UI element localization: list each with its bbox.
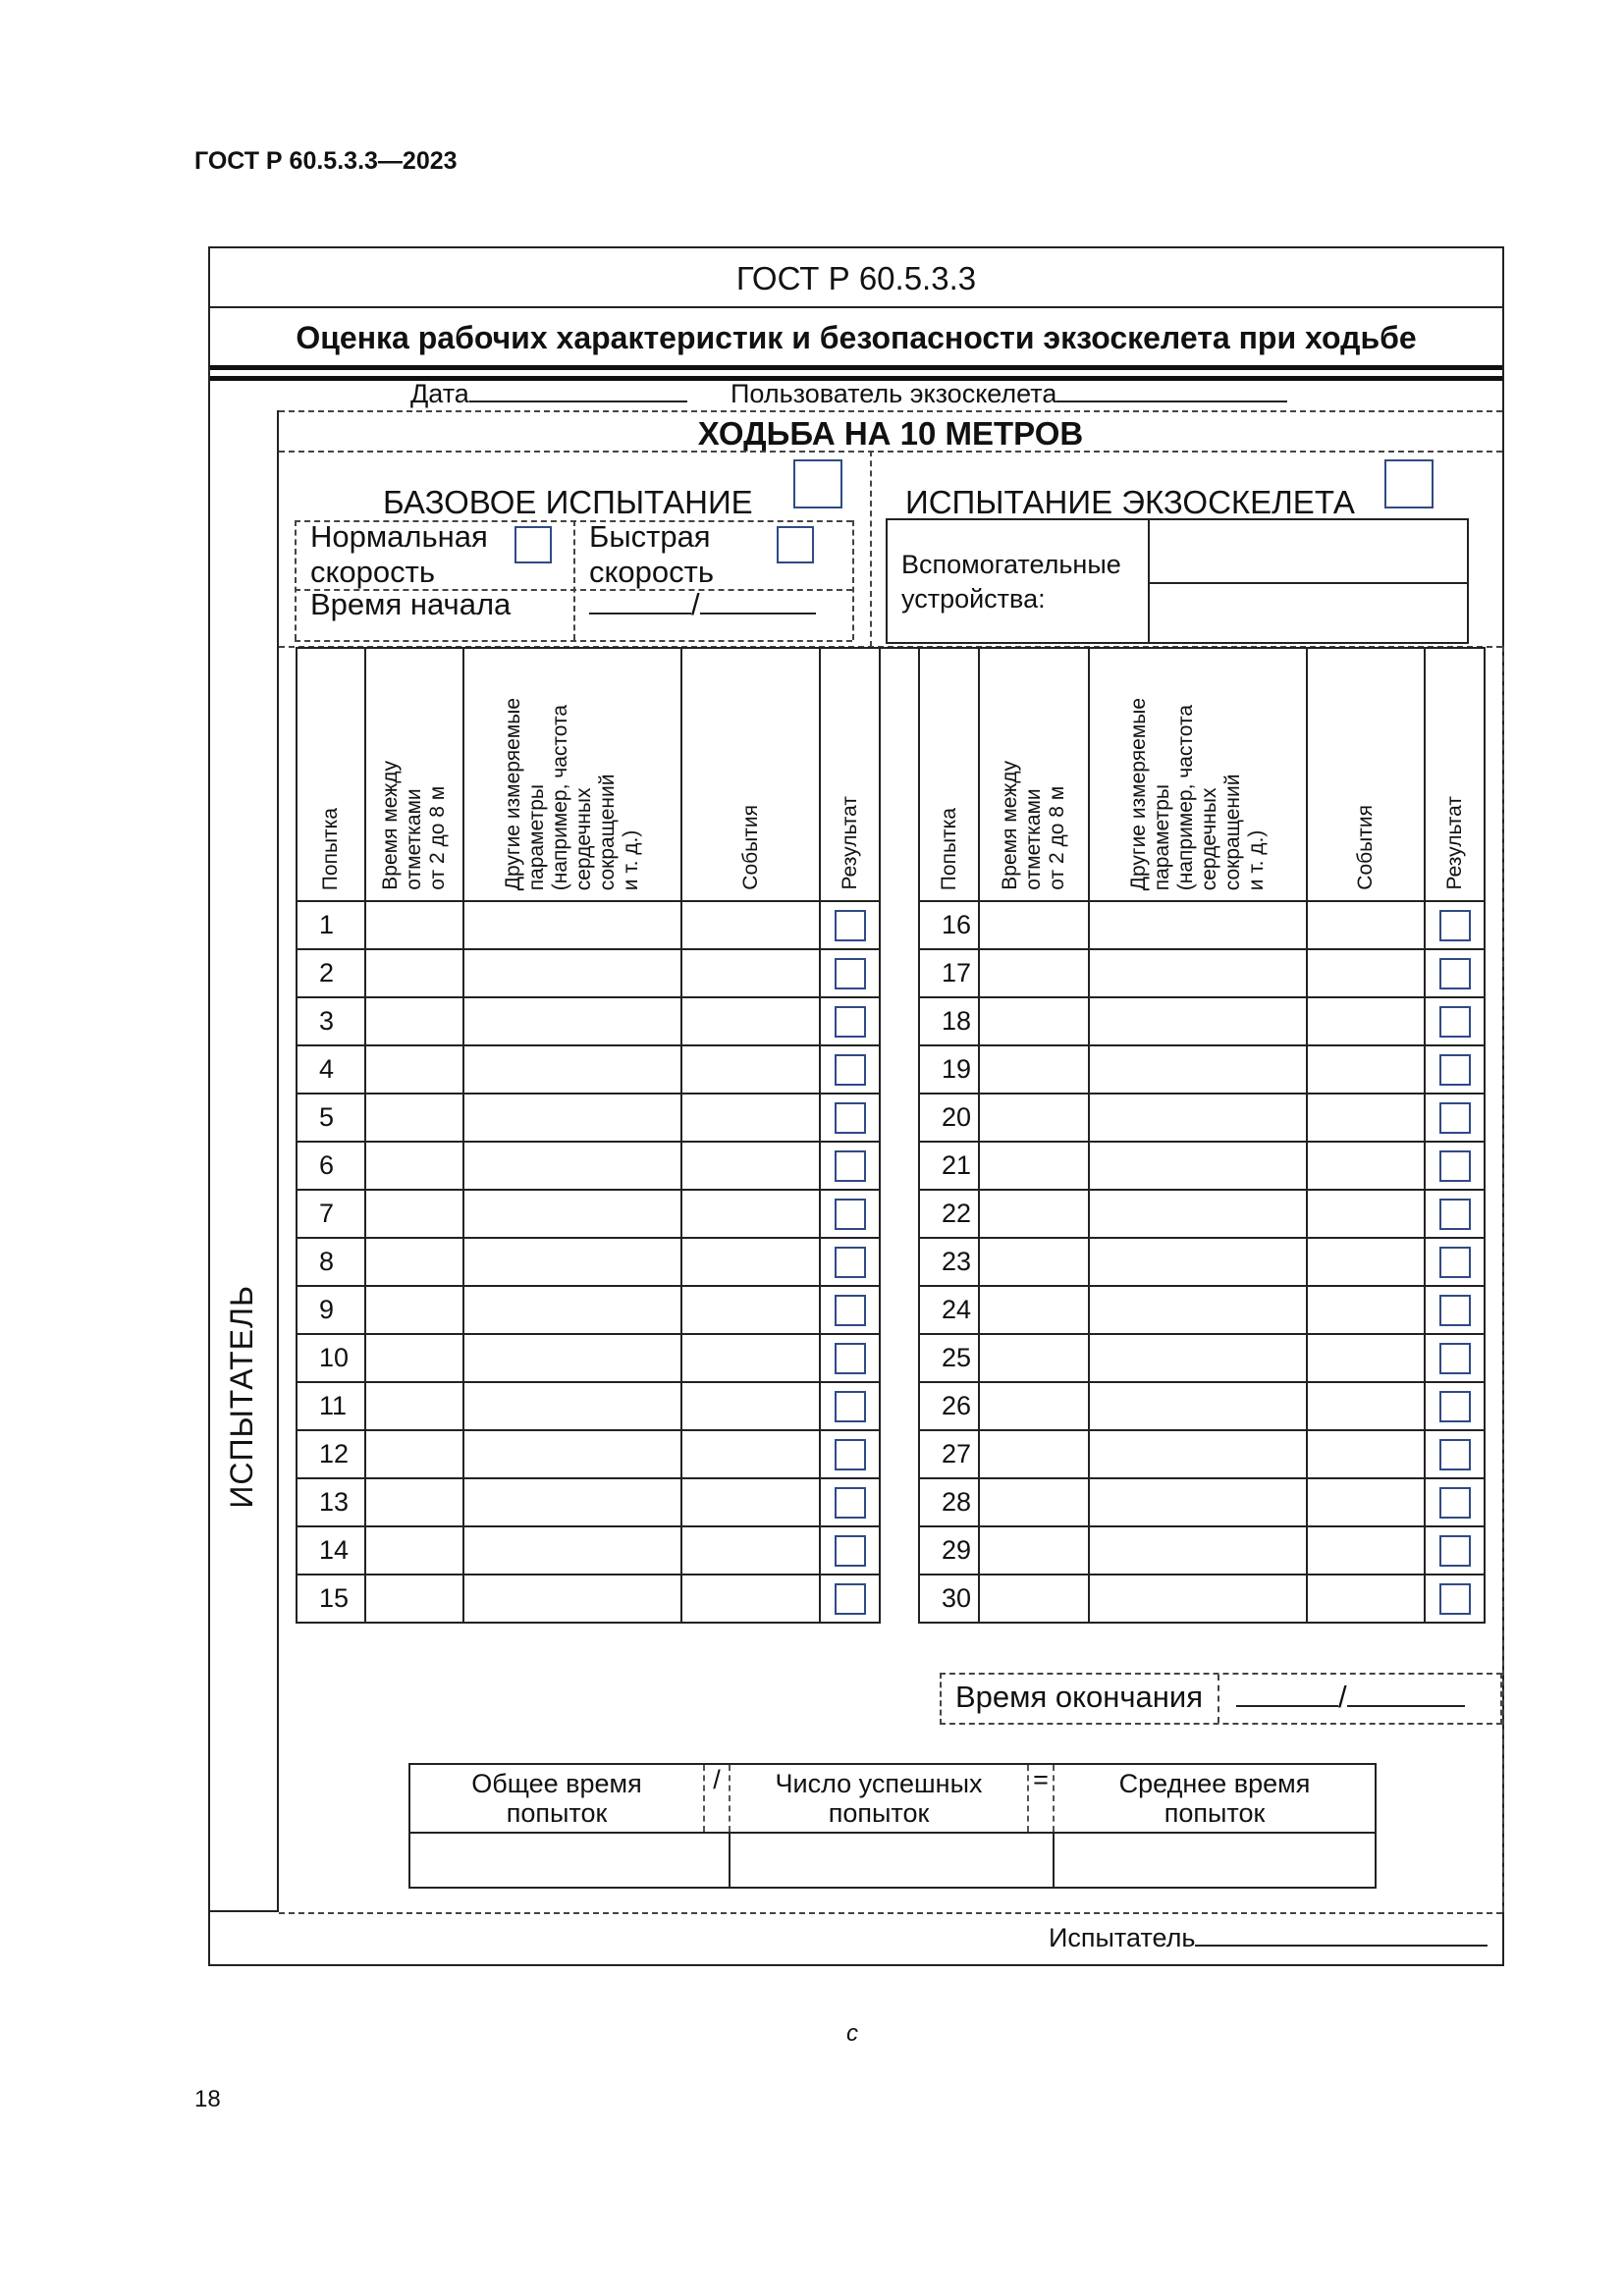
result-cell: [820, 1526, 880, 1575]
result-checkbox[interactable]: [835, 1583, 866, 1615]
time-cell[interactable]: [979, 1478, 1089, 1526]
section-title: ХОДЬБА НА 10 МЕТРОВ: [697, 415, 1084, 452]
assessment-form: [208, 246, 1504, 1966]
parameters-cell[interactable]: [463, 1094, 681, 1142]
events-cell[interactable]: [1307, 1526, 1425, 1575]
tester-signature-field[interactable]: [1049, 1923, 1488, 1953]
attempt-number: 4: [297, 1045, 365, 1094]
date-label: Дата: [410, 379, 469, 408]
assistive-device-1-field[interactable]: [1150, 520, 1467, 581]
result-checkbox[interactable]: [835, 1391, 866, 1422]
time-cell[interactable]: [365, 1045, 463, 1094]
form-title: Оценка рабочих характеристик и безопасности экзоскелета при ходьбе: [296, 320, 1417, 355]
result-checkbox[interactable]: [1439, 1535, 1471, 1567]
result-checkbox[interactable]: [1439, 1583, 1471, 1615]
attempt-number: 7: [297, 1190, 365, 1238]
events-cell[interactable]: [681, 1334, 820, 1382]
end-time-field[interactable]: [1236, 1680, 1465, 1715]
events-cell[interactable]: [681, 901, 820, 949]
parameters-cell[interactable]: [1089, 1575, 1307, 1623]
attempt-number: 16: [919, 901, 979, 949]
time-cell[interactable]: [979, 901, 1089, 949]
result-checkbox[interactable]: [835, 1102, 866, 1134]
time-cell[interactable]: [365, 1286, 463, 1334]
column-gap: [880, 997, 919, 1045]
table-row: [297, 949, 1485, 997]
assistive-device-2-field[interactable]: [1150, 584, 1467, 642]
attempt-number: 30: [919, 1575, 979, 1623]
attempt-number: 22: [919, 1190, 979, 1238]
column-header-time: Время между отметками от 2 до 8 м: [979, 648, 1089, 901]
table-row: [297, 1334, 1485, 1382]
parameters-cell[interactable]: [1089, 1045, 1307, 1094]
column-header-time: Время между отметками от 2 до 8 м: [365, 648, 463, 901]
events-cell[interactable]: [1307, 1478, 1425, 1526]
result-checkbox[interactable]: [1439, 1150, 1471, 1182]
result-cell: [1425, 1142, 1485, 1190]
result-cell: [820, 1575, 880, 1623]
events-cell[interactable]: [681, 1238, 820, 1286]
result-checkbox[interactable]: [835, 1439, 866, 1470]
column-gap: [880, 1286, 919, 1334]
summary-divide-sign: /: [704, 1764, 730, 1833]
attempt-number: 9: [297, 1286, 365, 1334]
column-gap: [880, 901, 919, 949]
result-checkbox[interactable]: [1439, 958, 1471, 989]
events-cell[interactable]: [1307, 1045, 1425, 1094]
summary-equals-sign: =: [1028, 1764, 1054, 1833]
time-cell[interactable]: [365, 949, 463, 997]
user-label: Пользователь экзоскелета: [731, 379, 1057, 408]
attempt-number: 29: [919, 1526, 979, 1575]
column-gap: [880, 1382, 919, 1430]
column-gap: [880, 1190, 919, 1238]
table-row: [297, 1382, 1485, 1430]
time-cell[interactable]: [979, 1382, 1089, 1430]
result-checkbox[interactable]: [1439, 910, 1471, 941]
table-row: [297, 1430, 1485, 1478]
result-cell: [1425, 1526, 1485, 1575]
events-cell[interactable]: [681, 1286, 820, 1334]
result-checkbox[interactable]: [835, 1295, 866, 1326]
summary-average-field[interactable]: [1054, 1833, 1376, 1888]
result-checkbox[interactable]: [1439, 1391, 1471, 1422]
column-header-events: События: [1307, 648, 1425, 901]
result-checkbox[interactable]: [835, 1199, 866, 1230]
result-cell: [1425, 1430, 1485, 1478]
table-row: [297, 1526, 1485, 1575]
parameters-cell[interactable]: [463, 1286, 681, 1334]
parameters-cell[interactable]: [463, 1526, 681, 1575]
events-cell[interactable]: [1307, 1190, 1425, 1238]
result-cell: [820, 1094, 880, 1142]
result-checkbox[interactable]: [1439, 1102, 1471, 1134]
attempt-number: 26: [919, 1382, 979, 1430]
column-gap: [880, 949, 919, 997]
column-gap: [880, 1430, 919, 1478]
attempt-number: 19: [919, 1045, 979, 1094]
result-cell: [820, 1382, 880, 1430]
column-header-parameters: Другие измеряемые параметры (например, частота сердечных сокращений и т. д.): [1089, 648, 1307, 901]
parameters-cell[interactable]: [463, 1238, 681, 1286]
parameters-cell[interactable]: [463, 1190, 681, 1238]
events-cell[interactable]: [1307, 949, 1425, 997]
date-field[interactable]: [410, 379, 687, 409]
events-cell[interactable]: [1307, 1382, 1425, 1430]
attempt-number: 11: [297, 1382, 365, 1430]
attempt-number: 5: [297, 1094, 365, 1142]
result-checkbox[interactable]: [835, 1006, 866, 1038]
result-cell: [820, 997, 880, 1045]
events-cell[interactable]: [681, 1430, 820, 1478]
time-cell[interactable]: [979, 1575, 1089, 1623]
footer-letter: с: [846, 2020, 858, 2047]
time-cell[interactable]: [979, 1045, 1089, 1094]
result-checkbox[interactable]: [1439, 1199, 1471, 1230]
time-cell[interactable]: [979, 1334, 1089, 1382]
time-cell[interactable]: [365, 1334, 463, 1382]
column-gap: [880, 1334, 919, 1382]
attempt-number: 15: [297, 1575, 365, 1623]
events-cell[interactable]: [1307, 901, 1425, 949]
table-row: [297, 1575, 1485, 1623]
attempt-number: 25: [919, 1334, 979, 1382]
time-cell[interactable]: [365, 1238, 463, 1286]
fast-speed-checkbox[interactable]: [777, 526, 814, 563]
end-time-separator: /: [1338, 1680, 1347, 1714]
result-cell: [1425, 1045, 1485, 1094]
time-cell[interactable]: [979, 949, 1089, 997]
table-row: [297, 1478, 1485, 1526]
result-cell: [1425, 1575, 1485, 1623]
attempt-number: 21: [919, 1142, 979, 1190]
summary-total-time-label: Общее время попыток: [409, 1764, 704, 1833]
table-row: [297, 1238, 1485, 1286]
events-cell[interactable]: [1307, 1430, 1425, 1478]
events-cell[interactable]: [681, 997, 820, 1045]
baseline-title: БАЗОВОЕ ИСПЫТАНИЕ: [383, 484, 753, 520]
attempt-number: 18: [919, 997, 979, 1045]
result-cell: [1425, 1478, 1485, 1526]
result-cell: [820, 1334, 880, 1382]
summary-table: [408, 1763, 1377, 1889]
table-row: [297, 1286, 1485, 1334]
parameters-cell[interactable]: [463, 1575, 681, 1623]
events-cell[interactable]: [681, 1045, 820, 1094]
result-checkbox[interactable]: [835, 958, 866, 989]
attempt-number: 12: [297, 1430, 365, 1478]
side-label-tester: ИСПЫТАТЕЛЬ: [224, 1285, 259, 1509]
events-cell[interactable]: [1307, 1575, 1425, 1623]
parameters-cell[interactable]: [463, 1430, 681, 1478]
result-checkbox[interactable]: [835, 1054, 866, 1086]
events-cell[interactable]: [681, 1478, 820, 1526]
attempt-number: 27: [919, 1430, 979, 1478]
events-cell[interactable]: [681, 949, 820, 997]
column-header-parameters: Другие измеряемые параметры (например, частота сердечных сокращений и т. д.): [463, 648, 681, 901]
events-cell[interactable]: [681, 1382, 820, 1430]
column-header-events: События: [681, 648, 820, 901]
column-gap: [880, 1142, 919, 1190]
result-checkbox[interactable]: [835, 1150, 866, 1182]
page-number: 18: [194, 2086, 221, 2112]
result-checkbox[interactable]: [835, 1535, 866, 1567]
time-cell[interactable]: [365, 1526, 463, 1575]
table-row: [297, 997, 1485, 1045]
parameters-cell[interactable]: [1089, 1142, 1307, 1190]
result-cell: [1425, 1238, 1485, 1286]
normal-speed-checkbox[interactable]: [514, 526, 552, 563]
summary-average-label: Среднее время попыток: [1054, 1764, 1376, 1833]
result-cell: [820, 1142, 880, 1190]
exo-checkbox[interactable]: [1384, 459, 1434, 508]
result-cell: [1425, 949, 1485, 997]
column-gap: [880, 1478, 919, 1526]
baseline-checkbox[interactable]: [793, 459, 842, 508]
result-cell: [820, 1286, 880, 1334]
column-header-result: Результат: [820, 648, 880, 901]
result-cell: [1425, 1334, 1485, 1382]
end-time-label: Время окончания: [955, 1680, 1203, 1714]
column-gap: [880, 1045, 919, 1094]
time-cell[interactable]: [365, 1094, 463, 1142]
attempts-table: [296, 647, 1486, 1624]
column-header-result: Результат: [1425, 648, 1485, 901]
attempt-number: 10: [297, 1334, 365, 1382]
result-checkbox[interactable]: [835, 1487, 866, 1519]
parameters-cell[interactable]: [1089, 1094, 1307, 1142]
time-cell[interactable]: [365, 1430, 463, 1478]
time-cell[interactable]: [979, 1286, 1089, 1334]
attempt-number: 3: [297, 997, 365, 1045]
summary-successful-label: Число успешных попыток: [730, 1764, 1028, 1833]
attempt-number: 13: [297, 1478, 365, 1526]
time-cell[interactable]: [365, 1575, 463, 1623]
end-time-box: [940, 1673, 1502, 1725]
attempt-number: 14: [297, 1526, 365, 1575]
result-checkbox[interactable]: [1439, 1487, 1471, 1519]
time-cell[interactable]: [979, 1142, 1089, 1190]
result-checkbox[interactable]: [1439, 1247, 1471, 1278]
table-row: [297, 1190, 1485, 1238]
normal-speed-label: Нормальная скорость: [310, 519, 488, 589]
form-code: ГОСТ Р 60.5.3.3: [735, 260, 977, 296]
time-cell[interactable]: [365, 1478, 463, 1526]
time-cell[interactable]: [365, 901, 463, 949]
result-cell: [820, 1238, 880, 1286]
parameters-cell[interactable]: [1089, 1478, 1307, 1526]
events-cell[interactable]: [1307, 1238, 1425, 1286]
result-cell: [1425, 1382, 1485, 1430]
parameters-cell[interactable]: [463, 1478, 681, 1526]
result-cell: [1425, 1190, 1485, 1238]
attempt-number: 24: [919, 1286, 979, 1334]
parameters-cell[interactable]: [463, 901, 681, 949]
events-cell[interactable]: [1307, 997, 1425, 1045]
events-cell[interactable]: [681, 1190, 820, 1238]
column-header-attempt: Попытка: [919, 648, 979, 901]
parameters-cell[interactable]: [1089, 1382, 1307, 1430]
result-checkbox[interactable]: [835, 910, 866, 941]
time-cell[interactable]: [365, 997, 463, 1045]
time-cell[interactable]: [365, 1142, 463, 1190]
time-cell[interactable]: [979, 997, 1089, 1045]
events-cell[interactable]: [681, 1575, 820, 1623]
time-cell[interactable]: [979, 1430, 1089, 1478]
parameters-cell[interactable]: [463, 1142, 681, 1190]
tester-label: Испытатель: [1049, 1923, 1196, 1952]
parameters-cell[interactable]: [1089, 1238, 1307, 1286]
column-gap: [880, 1094, 919, 1142]
time-cell[interactable]: [365, 1190, 463, 1238]
result-checkbox[interactable]: [1439, 1006, 1471, 1038]
events-cell[interactable]: [1307, 1142, 1425, 1190]
table-row: [297, 901, 1485, 949]
assistive-devices-label: Вспомогательные устройства:: [901, 550, 1121, 614]
time-cell[interactable]: [979, 1238, 1089, 1286]
result-cell: [1425, 1094, 1485, 1142]
parameters-cell[interactable]: [1089, 997, 1307, 1045]
column-gap: [880, 1575, 919, 1623]
result-cell: [820, 1430, 880, 1478]
parameters-cell[interactable]: [463, 1382, 681, 1430]
time-cell[interactable]: [979, 1526, 1089, 1575]
start-time-field[interactable]: [589, 587, 816, 622]
assistive-devices-box: [886, 518, 1469, 644]
attempt-number: 6: [297, 1142, 365, 1190]
column-gap: [880, 1526, 919, 1575]
column-header-attempt: Попытка: [297, 648, 365, 901]
parameters-cell[interactable]: [463, 1045, 681, 1094]
fast-speed-label: Быстрая скорость: [589, 519, 714, 589]
parameters-cell[interactable]: [1089, 1430, 1307, 1478]
result-cell: [820, 1478, 880, 1526]
attempt-number: 17: [919, 949, 979, 997]
result-checkbox[interactable]: [1439, 1439, 1471, 1470]
result-checkbox[interactable]: [1439, 1343, 1471, 1374]
table-row: [297, 1045, 1485, 1094]
attempt-number: 20: [919, 1094, 979, 1142]
result-cell: [820, 1190, 880, 1238]
table-row: [297, 1094, 1485, 1142]
user-field[interactable]: [731, 379, 1287, 409]
result-cell: [820, 949, 880, 997]
result-checkbox[interactable]: [835, 1247, 866, 1278]
result-checkbox[interactable]: [1439, 1295, 1471, 1326]
result-cell: [1425, 997, 1485, 1045]
start-time-separator: /: [691, 587, 700, 621]
exo-title: ИСПЫТАНИЕ ЭКЗОСКЕЛЕТА: [905, 484, 1355, 520]
parameters-cell[interactable]: [463, 949, 681, 997]
result-checkbox[interactable]: [1439, 1054, 1471, 1086]
parameters-cell[interactable]: [1089, 1190, 1307, 1238]
events-cell[interactable]: [681, 1094, 820, 1142]
events-cell[interactable]: [681, 1526, 820, 1575]
events-cell[interactable]: [681, 1142, 820, 1190]
attempt-number: 2: [297, 949, 365, 997]
result-cell: [820, 1045, 880, 1094]
parameters-cell[interactable]: [1089, 901, 1307, 949]
result-cell: [820, 901, 880, 949]
parameters-cell[interactable]: [1089, 1334, 1307, 1382]
events-cell[interactable]: [1307, 1094, 1425, 1142]
summary-successful-field[interactable]: [730, 1833, 1054, 1888]
events-cell[interactable]: [1307, 1334, 1425, 1382]
parameters-cell[interactable]: [463, 1334, 681, 1382]
parameters-cell[interactable]: [1089, 1286, 1307, 1334]
result-checkbox[interactable]: [835, 1343, 866, 1374]
document-header: ГОСТ Р 60.5.3.3—2023: [194, 147, 458, 175]
attempt-number: 1: [297, 901, 365, 949]
time-cell[interactable]: [365, 1382, 463, 1430]
events-cell[interactable]: [1307, 1286, 1425, 1334]
parameters-cell[interactable]: [1089, 1526, 1307, 1575]
time-cell[interactable]: [979, 1190, 1089, 1238]
result-cell: [1425, 901, 1485, 949]
time-cell[interactable]: [979, 1094, 1089, 1142]
parameters-cell[interactable]: [1089, 949, 1307, 997]
start-time-label: Время начала: [310, 587, 512, 621]
column-gap: [880, 1238, 919, 1286]
result-cell: [1425, 1286, 1485, 1334]
table-row: [297, 1142, 1485, 1190]
attempt-number: 23: [919, 1238, 979, 1286]
parameters-cell[interactable]: [463, 997, 681, 1045]
attempt-number: 28: [919, 1478, 979, 1526]
attempt-number: 8: [297, 1238, 365, 1286]
summary-total-time-field[interactable]: [409, 1833, 730, 1888]
